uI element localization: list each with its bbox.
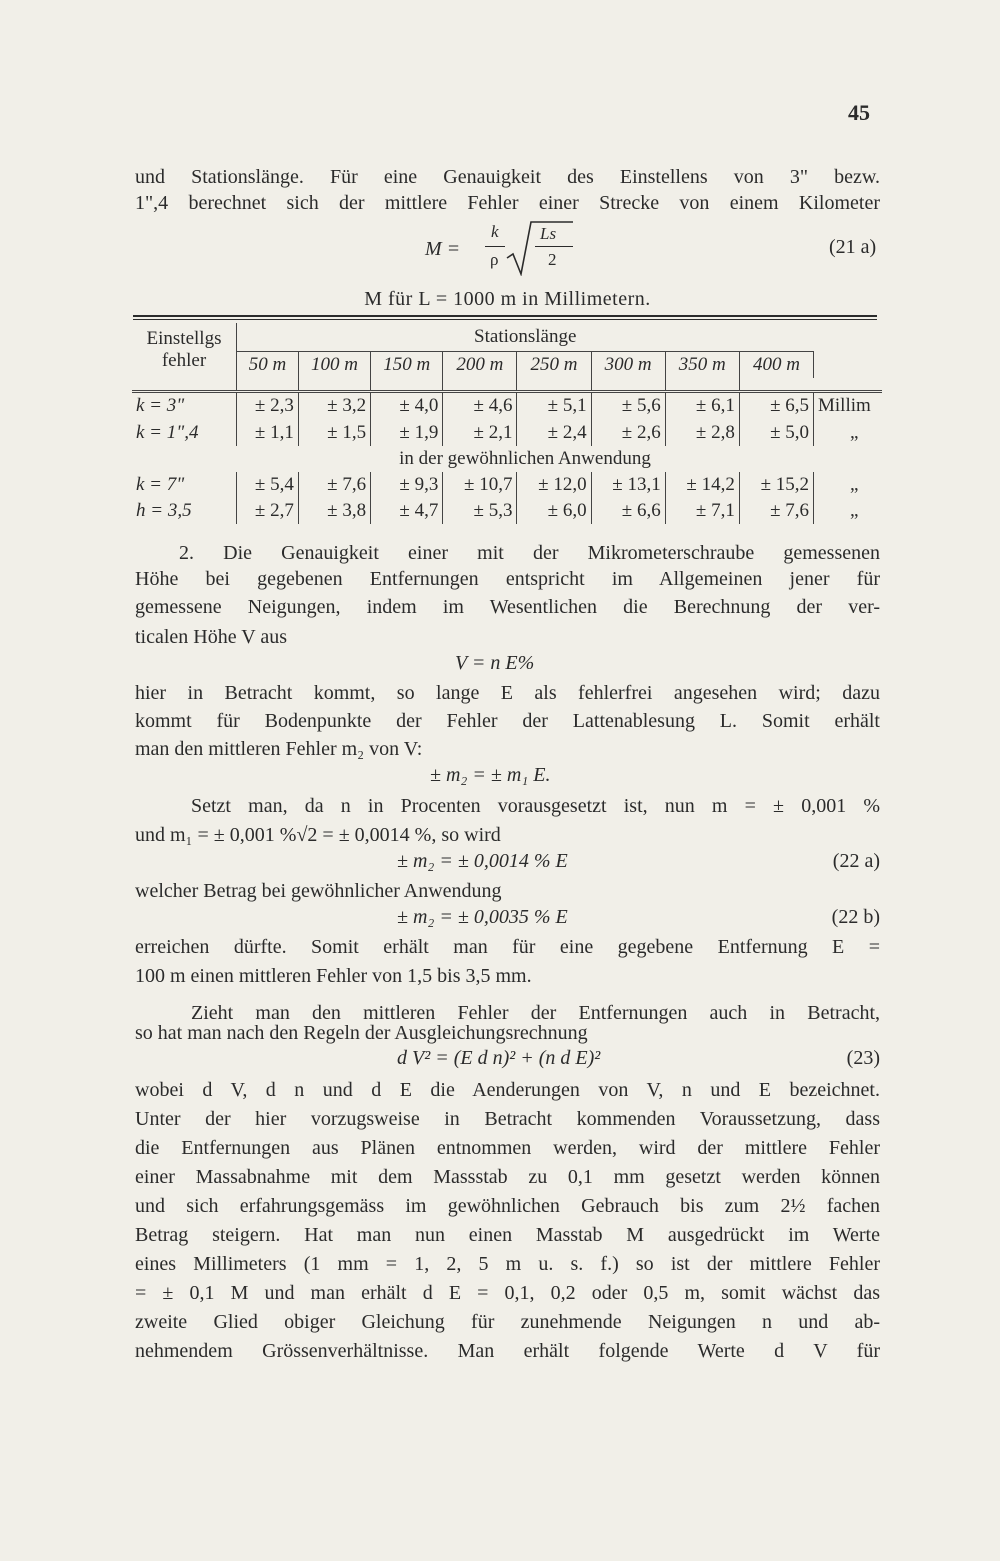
equation-label: (23) — [846, 1047, 880, 1069]
table-row: k = 3" ± 2,3 ± 3,2 ± 4,0 ± 4,6 ± 5,1 ± 5,6 ± 6,1 ± 6,5 Millim — [132, 392, 882, 420]
column-header: 200 m — [443, 352, 517, 378]
table-row: k = 7" ± 5,4 ± 7,6 ± 9,3 ± 10,7 ± 12,0 ± 13,1 ± 14,2 ± 15,2 „ — [132, 472, 882, 498]
page-number: 45 — [848, 100, 870, 125]
column-header: 400 m — [739, 352, 813, 378]
column-header: 150 m — [371, 352, 443, 378]
text-line: Höhe bei gegebenen Entfernungen entspricht im Allgemeinen jener für — [135, 568, 880, 590]
table-top-rule — [133, 315, 877, 317]
text-line: 100 m einen mittleren Fehler von 1,5 bis 3,5 mm. — [135, 965, 532, 987]
text-line: erreichen dürfte. Somit erhält man für eine gegebene Entfernung E = — [135, 936, 880, 958]
equation-label: (22 a) — [832, 850, 880, 872]
column-header: 100 m — [298, 352, 370, 378]
formula-22a: ± m₂ = ± 0,0014 % E (22 a) — [397, 850, 880, 872]
table-top-rule — [133, 319, 877, 320]
text-line: welcher Betrag bei gewöhnlicher Anwendung — [135, 880, 502, 902]
text-line: eines Millimeters (1 mm = 1, 2, 5 m u. s. f.) so ist der mittlere Fehler — [135, 1253, 880, 1275]
text-line: die Entfernungen aus Plänen entnommen werden, wird der mittlere Fehler — [135, 1137, 880, 1159]
text-line: und Stationslänge. Für eine Genauigkeit des Einstellens von 3" bezw. — [135, 166, 880, 188]
column-header: 250 m — [517, 352, 591, 378]
formula-m2: ± m₂ = ± m₁ E. — [430, 764, 551, 786]
table-header-col1: Einstellgs fehler — [146, 328, 222, 372]
formula-caption: M für L = 1000 m in Millimetern. — [364, 288, 651, 310]
text-line: und sich erfahrungsgemäss im gewöhnlichen Gebrauch bis zum 2½ fachen — [135, 1195, 880, 1217]
text-line: = ± 0,1 M und man erhält d E = 0,1, 0,2 oder 0,5 m, somit wächst das — [135, 1282, 880, 1304]
table-row: h = 3,5 ± 2,7 ± 3,8 ± 4,7 ± 5,3 ± 6,0 ± 6,6 ± 7,1 ± 7,6 „ — [132, 498, 882, 524]
column-header: 50 m — [237, 352, 299, 378]
text-line: 1",4 berechnet sich der mittlere Fehler einer Strecke von einem Kilometer — [135, 192, 880, 214]
equation-label: (21 a) — [829, 236, 877, 258]
formula-frac-den: ρ — [490, 250, 499, 269]
error-table — [132, 323, 882, 533]
table-group-header: Stationslänge — [237, 323, 814, 352]
text-line: Unter der hier vorzugsweise in Betracht kommenden Voraussetzung, dass — [135, 1108, 880, 1130]
column-header: 350 m — [665, 352, 739, 378]
fraction-bar — [535, 246, 573, 247]
text-line: ticalen Höhe V aus — [135, 626, 288, 648]
formula-23: d V² = (E d n)² + (n d E)² (23) — [397, 1047, 880, 1069]
text-line: einer Massabnahme mit dem Massstab zu 0,1 mm gesetzt werden können — [135, 1166, 880, 1188]
formula-lhs: M = — [425, 238, 461, 260]
text-line: wobei d V, d n und d E die Aenderungen von V, n und E bezeichnet. — [135, 1079, 880, 1101]
text-line: zweite Glied obiger Gleichung für zunehmende Neigungen n und ab- — [135, 1311, 880, 1333]
text-line: 2. Die Genauigkeit einer mit der Mikrometerschraube gemessenen — [179, 542, 880, 564]
fraction-bar — [485, 246, 505, 247]
text-line: Betrag steigern. Hat man nun einen Masstab M ausgedrückt im Werte — [135, 1224, 880, 1246]
equation-label: (22 b) — [831, 906, 880, 928]
text-line: man den mittleren Fehler m₂ von V: — [135, 738, 423, 760]
text-line: nehmendem Grössenverhältnisse. Man erhält folgende Werte d V für — [135, 1340, 880, 1362]
table-mid-caption: in der gewöhnlichen Anwendung — [399, 447, 651, 469]
text-line: so hat man nach den Regeln der Ausgleichungsrechnung — [135, 1022, 588, 1044]
table-row: k = 1",4 ± 1,1 ± 1,5 ± 1,9 ± 2,1 ± 2,4 ± 2,6 ± 2,8 ± 5,0 „ — [132, 420, 882, 446]
formula-root-num: Ls — [540, 224, 557, 243]
text-line: gemessene Neigungen, indem im Wesentlichen die Berechnung der ver- — [135, 596, 880, 618]
formula-root-den: 2 — [548, 250, 557, 269]
formula-22b: ± m₂ = ± 0,0035 % E (22 b) — [397, 906, 880, 928]
formula-21a — [135, 220, 880, 280]
text-line: hier in Betracht kommt, so lange E als fehlerfrei angesehen wird; dazu — [135, 682, 880, 704]
column-header: 300 m — [591, 352, 665, 378]
text-line: kommt für Bodenpunkte der Fehler der Lattenablesung L. Somit erhält — [135, 710, 880, 732]
formula-frac-num: k — [491, 222, 499, 241]
text-line: Zieht man den mittleren Fehler der Entfernungen auch in Betracht, — [191, 1002, 880, 1024]
text-line: und m₁ = ± 0,001 %√2 = ± 0,0014 %, so wird — [135, 824, 501, 846]
text-line: Setzt man, da n in Procenten vorausgesetzt ist, nun m = ± 0,001 % — [191, 795, 880, 817]
formula-v: V = n E% — [455, 652, 535, 674]
